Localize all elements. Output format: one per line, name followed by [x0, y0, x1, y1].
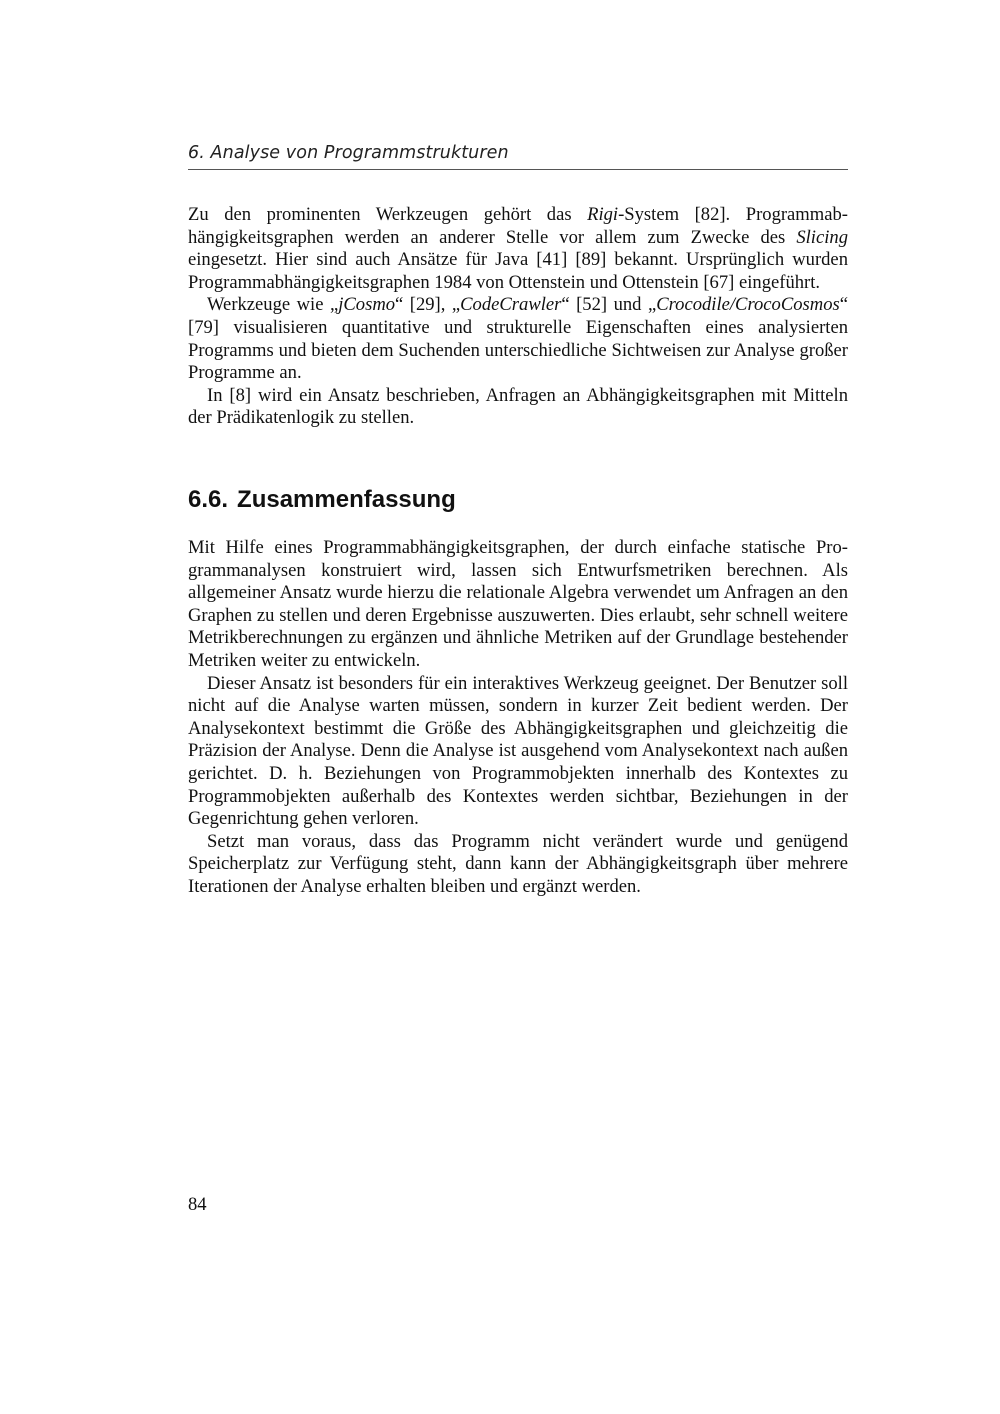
codecrawler-term: CodeCrawler: [460, 294, 562, 316]
summary-text-block: [188, 537, 848, 899]
intro-paragraph-3: In [8] wird ein Ansatz beschrieben, Anfragen an Abhängigkeitsgraphen mit Mitteln der Prädikatenlogik zu stellen.: [188, 384, 848, 429]
intro-paragraph-2: Werkzeuge wie „jCosmo“ [29], „CodeCrawler“ [52] und „Crocodile/CrocoCosmos“ [79] visualisieren quantitative und strukturelle Eigenschaften eines analysierten Programms und bieten dem Suchenden unterschiedliche Sichtweisen zur Analyse großer Programme an.: [188, 294, 848, 384]
header-rule: [188, 169, 848, 170]
running-head: 6. Analyse von Programmstrukturen: [188, 143, 509, 163]
intro-paragraph-1: Zu den prominenten Werkzeugen gehört das Rigi-System [82]. Programmabhängigkeitsgraphen werden an anderer Stelle vor allem zum Zwecke des Slicing eingesetzt. Hier sind auch Ansätze für Java [41] [89] bekannt. Ursprünglich wurden Programmabhängigkeitsgraphen 1984 von Ottenstein und Ottenstein [67] eingeführt.: [188, 204, 848, 293]
crocodile-term: Crocodile/CrocoCosmos: [656, 294, 840, 316]
summary-paragraph-1: Mit Hilfe eines Programmabhängigkeitsgraphen, der durch einfache statische Programmanalysen konstruiert wird, lassen sich Entwurfsmetriken berechnen. Als allgemeiner Ansatz wurde hierzu die relationale Algebra verwendet um Anfragen an den Graphen zu stellen und deren Ergebnisse auszuwerten. Dies erlaubt, sehr schnell weitere Metrikberechnungen zu ergänzen und ähnliche Metriken auf der Grundlage bestehender Metriken weiter zu entwickeln.: [188, 537, 848, 671]
summary-paragraph-2: Dieser Ansatz ist besonders für ein interaktives Werkzeug geeignet. Der Benutzer soll nicht auf die Analyse warten müssen, sondern in kurzer Zeit bedient werden. Der Analysekontext bestimmt die Größe des Abhängigkeitsgraphen und gleichzeitig die Präzision der Analyse. Denn die Analyse ist ausgehend vom Analysekontext nach außen gerichtet. D. h. Beziehungen von Programmobjekten innerhalb des Kontextes zu Programmobjekten außerhalb des Kontextes werden sichtbar, Beziehungen in der Gegenrichtung gehen verloren.: [188, 672, 848, 830]
summary-paragraph-3: Setzt man voraus, dass das Programm nicht verändert wurde und genügend Speicherplatz zur Verfügung steht, dann kann der Abhängigkeitsgraph über mehrere Iterationen der Analyse erhalten bleiben und ergänzt werden.: [188, 830, 848, 897]
section-title: Zusammenfassung: [237, 486, 456, 513]
rigi-term: Rigi: [587, 204, 619, 225]
intro-text-block: [188, 204, 848, 430]
slicing-term: Slicing: [796, 226, 848, 248]
page-number: 84: [188, 1194, 207, 1215]
section-number: 6.6.: [188, 486, 229, 513]
section-heading: [188, 486, 848, 514]
jcosmo-term: jCosmo: [338, 294, 396, 316]
